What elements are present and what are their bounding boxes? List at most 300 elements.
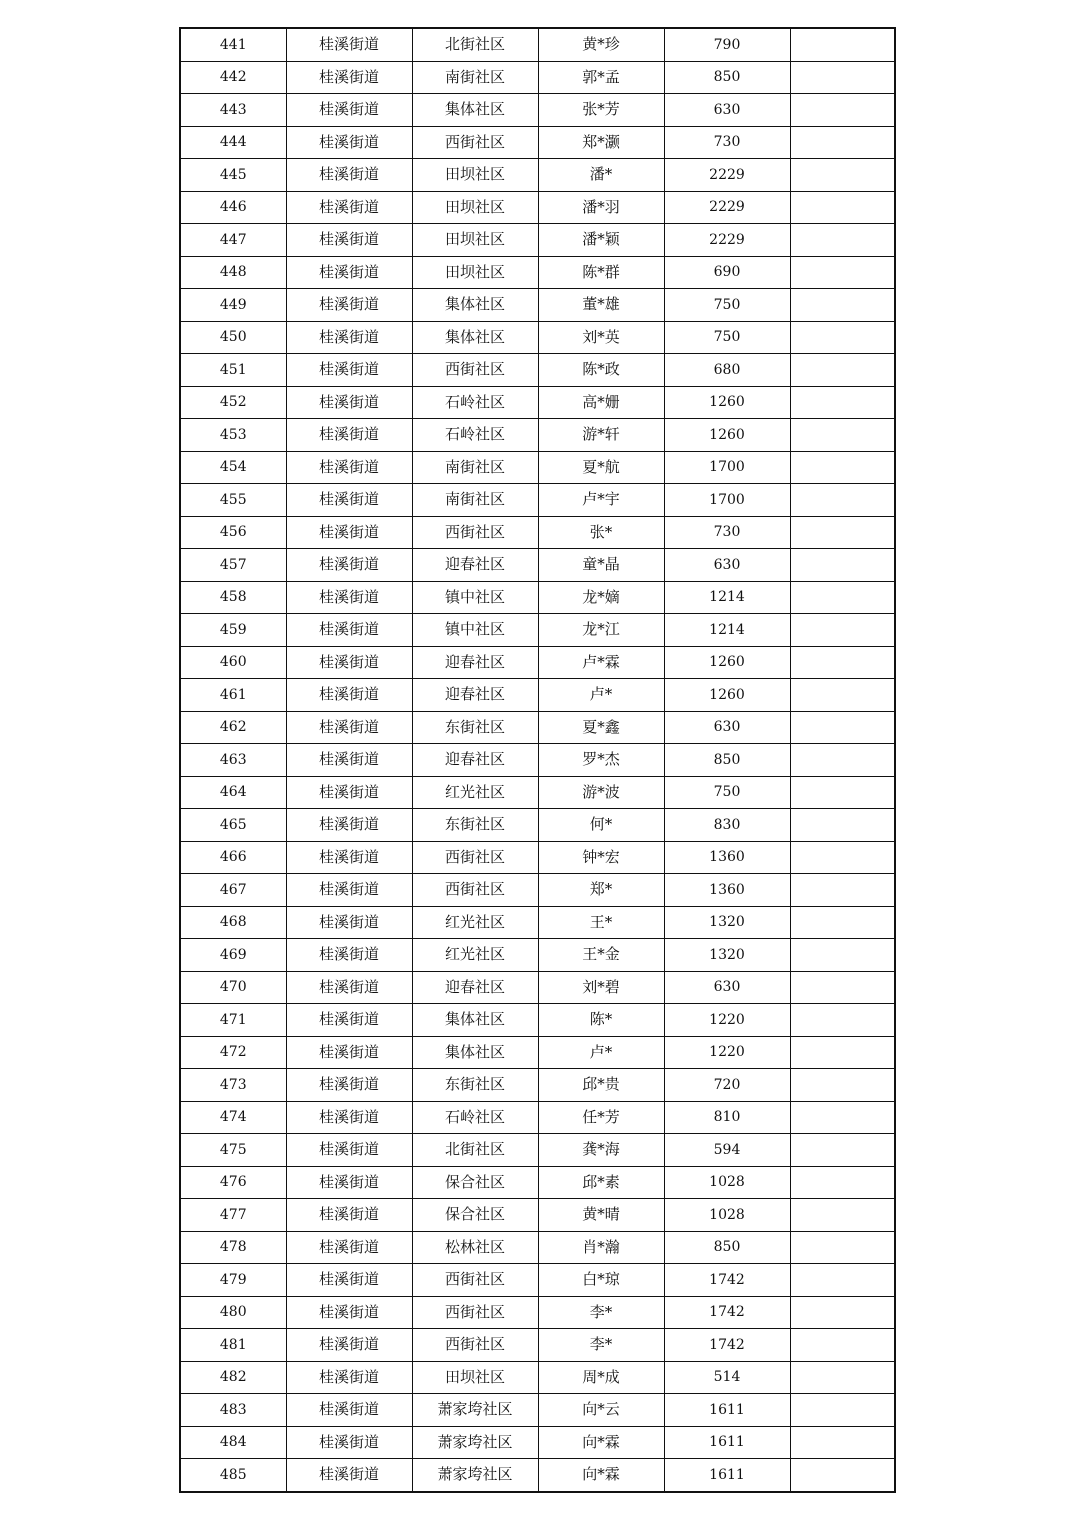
street-cell: 桂溪街道	[286, 1296, 412, 1329]
street-cell: 桂溪街道	[286, 1134, 412, 1167]
community-cell: 东街社区	[412, 711, 538, 744]
community-cell: 石岭社区	[412, 1101, 538, 1134]
row-number-cell: 455	[180, 484, 286, 517]
row-number-cell: 483	[180, 1394, 286, 1427]
remark-cell	[790, 1199, 895, 1232]
amount-cell: 1742	[664, 1264, 790, 1297]
community-cell: 田坝社区	[412, 191, 538, 224]
table-row	[180, 1361, 895, 1394]
row-number-cell: 452	[180, 386, 286, 419]
remark-cell	[790, 256, 895, 289]
table-row	[180, 809, 895, 842]
table-row	[180, 516, 895, 549]
amount-cell: 2229	[664, 159, 790, 192]
table-row	[180, 1069, 895, 1102]
amount-cell: 1028	[664, 1166, 790, 1199]
street-cell: 桂溪街道	[286, 451, 412, 484]
remark-cell	[790, 1329, 895, 1362]
community-cell: 镇中社区	[412, 614, 538, 647]
community-cell: 迎春社区	[412, 971, 538, 1004]
name-cell: 陈*群	[538, 256, 664, 289]
table-row	[180, 1329, 895, 1362]
remark-cell	[790, 1459, 895, 1492]
remark-cell	[790, 94, 895, 127]
table-row	[180, 744, 895, 777]
table-row	[180, 484, 895, 517]
remark-cell	[790, 744, 895, 777]
street-cell: 桂溪街道	[286, 516, 412, 549]
amount-cell: 594	[664, 1134, 790, 1167]
row-number-cell: 472	[180, 1036, 286, 1069]
community-cell: 南街社区	[412, 451, 538, 484]
amount-cell: 850	[664, 61, 790, 94]
street-cell: 桂溪街道	[286, 28, 412, 61]
remark-cell	[790, 191, 895, 224]
row-number-cell: 481	[180, 1329, 286, 1362]
remark-cell	[790, 1231, 895, 1264]
name-cell: 龙*嫡	[538, 581, 664, 614]
amount-cell: 630	[664, 549, 790, 582]
table-row	[180, 28, 895, 61]
remark-cell	[790, 354, 895, 387]
community-cell: 石岭社区	[412, 419, 538, 452]
table-row	[180, 646, 895, 679]
name-cell: 郑*	[538, 874, 664, 907]
community-cell: 东街社区	[412, 809, 538, 842]
amount-cell: 830	[664, 809, 790, 842]
remark-cell	[790, 1296, 895, 1329]
row-number-cell: 454	[180, 451, 286, 484]
table-body	[180, 28, 895, 1492]
amount-cell: 750	[664, 776, 790, 809]
remark-cell	[790, 289, 895, 322]
row-number-cell: 482	[180, 1361, 286, 1394]
street-cell: 桂溪街道	[286, 224, 412, 257]
street-cell: 桂溪街道	[286, 874, 412, 907]
row-number-cell: 456	[180, 516, 286, 549]
remark-cell	[790, 1134, 895, 1167]
name-cell: 董*雄	[538, 289, 664, 322]
street-cell: 桂溪街道	[286, 549, 412, 582]
row-number-cell: 467	[180, 874, 286, 907]
table-row	[180, 1199, 895, 1232]
name-cell: 卢*	[538, 1036, 664, 1069]
remark-cell	[790, 484, 895, 517]
amount-cell: 790	[664, 28, 790, 61]
table-row	[180, 581, 895, 614]
community-cell: 西街社区	[412, 126, 538, 159]
table-row	[180, 776, 895, 809]
street-cell: 桂溪街道	[286, 679, 412, 712]
community-cell: 西街社区	[412, 354, 538, 387]
amount-cell: 810	[664, 1101, 790, 1134]
name-cell: 夏*鑫	[538, 711, 664, 744]
table-row	[180, 321, 895, 354]
name-cell: 李*	[538, 1296, 664, 1329]
name-cell: 黄*晴	[538, 1199, 664, 1232]
row-number-cell: 484	[180, 1426, 286, 1459]
street-cell: 桂溪街道	[286, 419, 412, 452]
street-cell: 桂溪街道	[286, 1231, 412, 1264]
street-cell: 桂溪街道	[286, 939, 412, 972]
amount-cell: 630	[664, 711, 790, 744]
remark-cell	[790, 159, 895, 192]
street-cell: 桂溪街道	[286, 1069, 412, 1102]
street-cell: 桂溪街道	[286, 1426, 412, 1459]
amount-cell: 1320	[664, 939, 790, 972]
amount-cell: 630	[664, 971, 790, 1004]
community-cell: 保合社区	[412, 1199, 538, 1232]
remark-cell	[790, 1426, 895, 1459]
street-cell: 桂溪街道	[286, 289, 412, 322]
remark-cell	[790, 126, 895, 159]
row-number-cell: 444	[180, 126, 286, 159]
remark-cell	[790, 614, 895, 647]
street-cell: 桂溪街道	[286, 1264, 412, 1297]
name-cell: 邱*素	[538, 1166, 664, 1199]
street-cell: 桂溪街道	[286, 1004, 412, 1037]
table-row	[180, 386, 895, 419]
community-cell: 萧家垮社区	[412, 1459, 538, 1492]
table-row	[180, 354, 895, 387]
row-number-cell: 479	[180, 1264, 286, 1297]
table-row	[180, 61, 895, 94]
table-row	[180, 1296, 895, 1329]
row-number-cell: 463	[180, 744, 286, 777]
roster-table	[179, 27, 896, 1493]
row-number-cell: 485	[180, 1459, 286, 1492]
table-row	[180, 906, 895, 939]
remark-cell	[790, 1394, 895, 1427]
community-cell: 集体社区	[412, 321, 538, 354]
name-cell: 向*云	[538, 1394, 664, 1427]
row-number-cell: 465	[180, 809, 286, 842]
community-cell: 集体社区	[412, 1036, 538, 1069]
remark-cell	[790, 581, 895, 614]
name-cell: 向*霖	[538, 1459, 664, 1492]
table-row	[180, 874, 895, 907]
name-cell: 刘*碧	[538, 971, 664, 1004]
street-cell: 桂溪街道	[286, 61, 412, 94]
street-cell: 桂溪街道	[286, 386, 412, 419]
street-cell: 桂溪街道	[286, 159, 412, 192]
row-number-cell: 474	[180, 1101, 286, 1134]
row-number-cell: 477	[180, 1199, 286, 1232]
table-row	[180, 1394, 895, 1427]
street-cell: 桂溪街道	[286, 1394, 412, 1427]
remark-cell	[790, 419, 895, 452]
community-cell: 田坝社区	[412, 224, 538, 257]
remark-cell	[790, 776, 895, 809]
table-row	[180, 159, 895, 192]
remark-cell	[790, 321, 895, 354]
community-cell: 南街社区	[412, 484, 538, 517]
amount-cell: 1700	[664, 451, 790, 484]
amount-cell: 1214	[664, 614, 790, 647]
row-number-cell: 457	[180, 549, 286, 582]
remark-cell	[790, 1036, 895, 1069]
name-cell: 张*芳	[538, 94, 664, 127]
row-number-cell: 469	[180, 939, 286, 972]
name-cell: 龙*江	[538, 614, 664, 647]
name-cell: 肖*瀚	[538, 1231, 664, 1264]
table-row	[180, 614, 895, 647]
name-cell: 周*成	[538, 1361, 664, 1394]
table-row	[180, 191, 895, 224]
amount-cell: 750	[664, 321, 790, 354]
community-cell: 南街社区	[412, 61, 538, 94]
amount-cell: 750	[664, 289, 790, 322]
street-cell: 桂溪街道	[286, 906, 412, 939]
row-number-cell: 480	[180, 1296, 286, 1329]
community-cell: 松林社区	[412, 1231, 538, 1264]
name-cell: 刘*英	[538, 321, 664, 354]
remark-cell	[790, 451, 895, 484]
amount-cell: 1028	[664, 1199, 790, 1232]
table-row	[180, 1036, 895, 1069]
table-row	[180, 451, 895, 484]
community-cell: 西街社区	[412, 1296, 538, 1329]
table-row	[180, 711, 895, 744]
table-row	[180, 256, 895, 289]
community-cell: 迎春社区	[412, 744, 538, 777]
row-number-cell: 441	[180, 28, 286, 61]
name-cell: 潘*羽	[538, 191, 664, 224]
amount-cell: 1320	[664, 906, 790, 939]
amount-cell: 1220	[664, 1004, 790, 1037]
amount-cell: 1742	[664, 1329, 790, 1362]
row-number-cell: 449	[180, 289, 286, 322]
street-cell: 桂溪街道	[286, 484, 412, 517]
community-cell: 西街社区	[412, 841, 538, 874]
community-cell: 红光社区	[412, 939, 538, 972]
street-cell: 桂溪街道	[286, 1101, 412, 1134]
table-row	[180, 1004, 895, 1037]
remark-cell	[790, 1264, 895, 1297]
amount-cell: 1260	[664, 679, 790, 712]
amount-cell: 1260	[664, 646, 790, 679]
name-cell: 何*	[538, 809, 664, 842]
name-cell: 黄*珍	[538, 28, 664, 61]
row-number-cell: 475	[180, 1134, 286, 1167]
amount-cell: 1700	[664, 484, 790, 517]
amount-cell: 1220	[664, 1036, 790, 1069]
community-cell: 萧家垮社区	[412, 1394, 538, 1427]
street-cell: 桂溪街道	[286, 1459, 412, 1492]
name-cell: 郑*灏	[538, 126, 664, 159]
table-row	[180, 1166, 895, 1199]
table-row	[180, 1264, 895, 1297]
community-cell: 西街社区	[412, 874, 538, 907]
name-cell: 高*姗	[538, 386, 664, 419]
row-number-cell: 442	[180, 61, 286, 94]
table-row	[180, 1134, 895, 1167]
amount-cell: 720	[664, 1069, 790, 1102]
amount-cell: 1611	[664, 1459, 790, 1492]
name-cell: 陈*政	[538, 354, 664, 387]
community-cell: 西街社区	[412, 516, 538, 549]
name-cell: 童*晶	[538, 549, 664, 582]
row-number-cell: 448	[180, 256, 286, 289]
street-cell: 桂溪街道	[286, 744, 412, 777]
remark-cell	[790, 224, 895, 257]
table-row	[180, 971, 895, 1004]
street-cell: 桂溪街道	[286, 971, 412, 1004]
row-number-cell: 447	[180, 224, 286, 257]
street-cell: 桂溪街道	[286, 126, 412, 159]
community-cell: 萧家垮社区	[412, 1426, 538, 1459]
row-number-cell: 461	[180, 679, 286, 712]
street-cell: 桂溪街道	[286, 841, 412, 874]
street-cell: 桂溪街道	[286, 1361, 412, 1394]
remark-cell	[790, 516, 895, 549]
amount-cell: 690	[664, 256, 790, 289]
amount-cell: 1360	[664, 874, 790, 907]
table-row	[180, 289, 895, 322]
remark-cell	[790, 1004, 895, 1037]
amount-cell: 1611	[664, 1394, 790, 1427]
table-row	[180, 224, 895, 257]
row-number-cell: 451	[180, 354, 286, 387]
remark-cell	[790, 809, 895, 842]
row-number-cell: 459	[180, 614, 286, 647]
name-cell: 龚*海	[538, 1134, 664, 1167]
amount-cell: 1260	[664, 419, 790, 452]
table-row	[180, 94, 895, 127]
table-row	[180, 1459, 895, 1492]
community-cell: 田坝社区	[412, 256, 538, 289]
community-cell: 红光社区	[412, 906, 538, 939]
street-cell: 桂溪街道	[286, 321, 412, 354]
name-cell: 潘*	[538, 159, 664, 192]
name-cell: 王*金	[538, 939, 664, 972]
name-cell: 卢*	[538, 679, 664, 712]
row-number-cell: 464	[180, 776, 286, 809]
name-cell: 罗*杰	[538, 744, 664, 777]
row-number-cell: 458	[180, 581, 286, 614]
table-row	[180, 419, 895, 452]
community-cell: 田坝社区	[412, 159, 538, 192]
street-cell: 桂溪街道	[286, 711, 412, 744]
amount-cell: 680	[664, 354, 790, 387]
remark-cell	[790, 386, 895, 419]
amount-cell: 1360	[664, 841, 790, 874]
street-cell: 桂溪街道	[286, 1329, 412, 1362]
amount-cell: 514	[664, 1361, 790, 1394]
street-cell: 桂溪街道	[286, 1036, 412, 1069]
name-cell: 陈*	[538, 1004, 664, 1037]
community-cell: 集体社区	[412, 94, 538, 127]
amount-cell: 1611	[664, 1426, 790, 1459]
street-cell: 桂溪街道	[286, 256, 412, 289]
street-cell: 桂溪街道	[286, 94, 412, 127]
remark-cell	[790, 906, 895, 939]
amount-cell: 630	[664, 94, 790, 127]
row-number-cell: 445	[180, 159, 286, 192]
row-number-cell: 468	[180, 906, 286, 939]
row-number-cell: 462	[180, 711, 286, 744]
remark-cell	[790, 28, 895, 61]
remark-cell	[790, 646, 895, 679]
community-cell: 迎春社区	[412, 679, 538, 712]
table-row	[180, 1231, 895, 1264]
remark-cell	[790, 679, 895, 712]
table-row	[180, 126, 895, 159]
community-cell: 西街社区	[412, 1329, 538, 1362]
name-cell: 游*波	[538, 776, 664, 809]
remark-cell	[790, 1101, 895, 1134]
remark-cell	[790, 1069, 895, 1102]
community-cell: 集体社区	[412, 1004, 538, 1037]
community-cell: 北街社区	[412, 28, 538, 61]
name-cell: 向*霖	[538, 1426, 664, 1459]
table-row	[180, 549, 895, 582]
community-cell: 保合社区	[412, 1166, 538, 1199]
name-cell: 任*芳	[538, 1101, 664, 1134]
amount-cell: 1742	[664, 1296, 790, 1329]
community-cell: 西街社区	[412, 1264, 538, 1297]
remark-cell	[790, 874, 895, 907]
amount-cell: 730	[664, 516, 790, 549]
amount-cell: 2229	[664, 191, 790, 224]
table-row	[180, 679, 895, 712]
community-cell: 石岭社区	[412, 386, 538, 419]
remark-cell	[790, 1361, 895, 1394]
community-cell: 迎春社区	[412, 549, 538, 582]
row-number-cell: 473	[180, 1069, 286, 1102]
row-number-cell: 466	[180, 841, 286, 874]
community-cell: 东街社区	[412, 1069, 538, 1102]
row-number-cell: 478	[180, 1231, 286, 1264]
community-cell: 迎春社区	[412, 646, 538, 679]
amount-cell: 1214	[664, 581, 790, 614]
name-cell: 李*	[538, 1329, 664, 1362]
name-cell: 张*	[538, 516, 664, 549]
community-cell: 红光社区	[412, 776, 538, 809]
amount-cell: 1260	[664, 386, 790, 419]
remark-cell	[790, 971, 895, 1004]
community-cell: 北街社区	[412, 1134, 538, 1167]
row-number-cell: 476	[180, 1166, 286, 1199]
community-cell: 田坝社区	[412, 1361, 538, 1394]
street-cell: 桂溪街道	[286, 581, 412, 614]
row-number-cell: 471	[180, 1004, 286, 1037]
remark-cell	[790, 841, 895, 874]
street-cell: 桂溪街道	[286, 776, 412, 809]
remark-cell	[790, 711, 895, 744]
row-number-cell: 446	[180, 191, 286, 224]
amount-cell: 2229	[664, 224, 790, 257]
remark-cell	[790, 939, 895, 972]
table-row	[180, 939, 895, 972]
street-cell: 桂溪街道	[286, 614, 412, 647]
street-cell: 桂溪街道	[286, 809, 412, 842]
row-number-cell: 470	[180, 971, 286, 1004]
remark-cell	[790, 549, 895, 582]
amount-cell: 730	[664, 126, 790, 159]
table-row	[180, 841, 895, 874]
name-cell: 卢*宇	[538, 484, 664, 517]
name-cell: 郭*孟	[538, 61, 664, 94]
name-cell: 潘*颖	[538, 224, 664, 257]
street-cell: 桂溪街道	[286, 1166, 412, 1199]
street-cell: 桂溪街道	[286, 191, 412, 224]
name-cell: 王*	[538, 906, 664, 939]
row-number-cell: 453	[180, 419, 286, 452]
table-row	[180, 1101, 895, 1134]
remark-cell	[790, 1166, 895, 1199]
community-cell: 镇中社区	[412, 581, 538, 614]
